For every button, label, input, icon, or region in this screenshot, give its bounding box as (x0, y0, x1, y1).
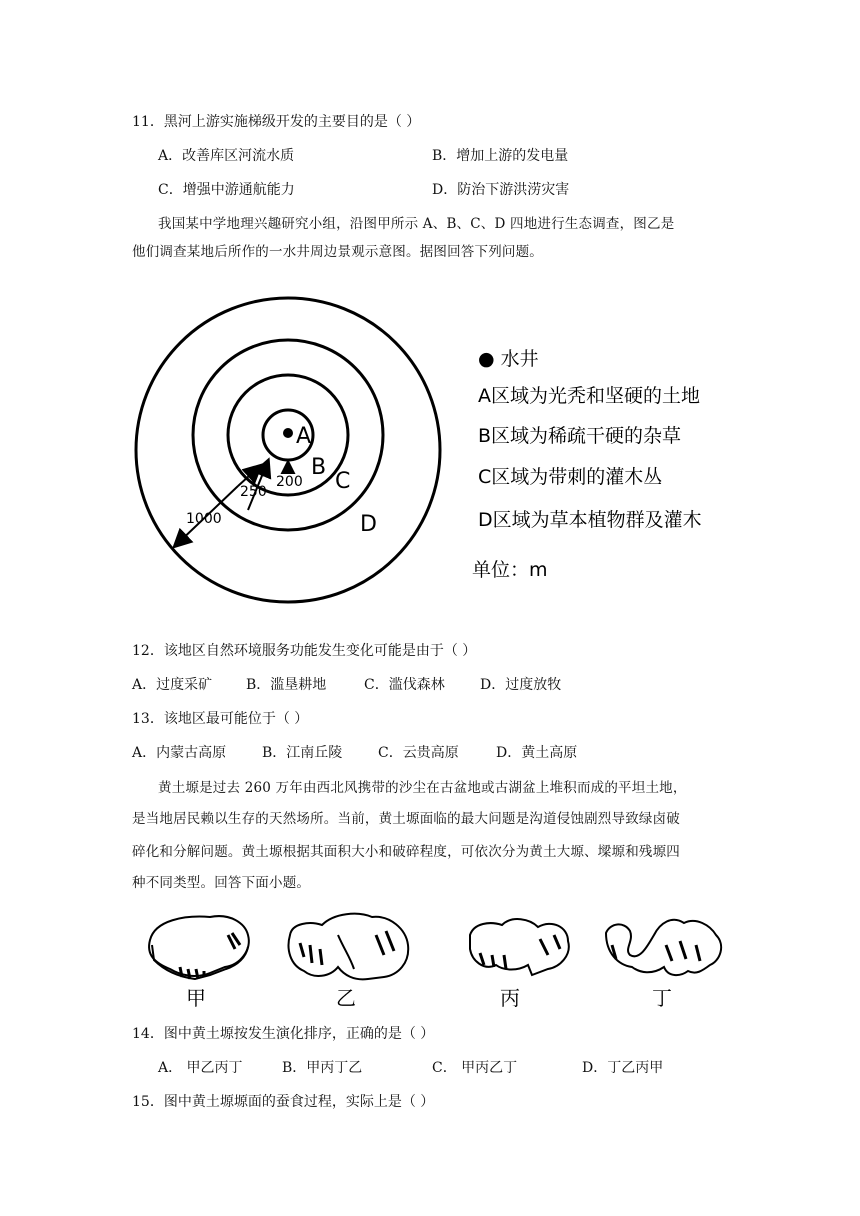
zone-label-b: B (311, 455, 327, 480)
q14-option-b: B．甲丙丁乙 (282, 1060, 363, 1076)
zone-label-d: D (360, 512, 377, 537)
legend-zone-d: D区域为草本植物群及灌木 (478, 509, 702, 531)
q11-option-a: A．改善库区河流水质 (158, 148, 295, 164)
q14-option-a: A． 甲乙丙丁 (158, 1060, 243, 1076)
intro2-line-1: 黄土塬是过去 260 万年由西北风携带的沙尘在古盆地或古湖盆上堆积而成的平坦土地， (158, 780, 687, 796)
q11-option-d: D．防治下游洪涝灾害 (432, 182, 570, 198)
distance-label-250: 250 (240, 484, 267, 500)
legend-unit: 单位：m (472, 559, 548, 581)
distance-label-1000: 1000 (186, 511, 222, 527)
distance-label-200: 200 (276, 474, 303, 490)
q13-option-a: A．内蒙古高原 (132, 745, 227, 761)
q14-stem: 14．图中黄土塬按发生演化排序，正确的是（ ） (132, 1026, 435, 1042)
q12-option-d: D．过度放牧 (480, 677, 562, 693)
q11-stem: 11．黑河上游实施梯级开发的主要目的是（ ） (132, 114, 421, 130)
q12-option-a: A．过度采矿 (132, 677, 213, 693)
figure-label-yi: 乙 (336, 986, 356, 1010)
zone-label-a: A (296, 424, 312, 449)
tableland-yi-sketch (289, 914, 409, 980)
q12-option-c: C．滥伐森林 (364, 677, 445, 693)
q14-option-c: C． 甲丙乙丁 (432, 1060, 518, 1076)
figure-label-ding: 丁 (652, 986, 672, 1010)
tableland-bing-sketch (470, 919, 569, 975)
q12-stem: 12．该地区自然环境服务功能发生变化可能是由于（ ） (132, 643, 477, 659)
figure-label-jia: 甲 (186, 986, 206, 1010)
q13-option-d: D．黄土高原 (496, 745, 578, 761)
q13-option-c: C．云贵高原 (378, 745, 459, 761)
intro1-line-1: 我国某中学地理兴趣研究小组，沿图甲所示 A、B、C、D 四地进行生态调查，图乙是 (158, 216, 675, 232)
q14-option-d: D．丁乙丙甲 (582, 1060, 664, 1076)
legend-well: ● 水井 (478, 348, 539, 370)
q11-option-b: B．增加上游的发电量 (432, 148, 569, 164)
zone-label-c: C (335, 469, 351, 494)
intro2-line-2: 是当地居民赖以生存的天然场所。当前，黄土塬面临的最大问题是沟道侵蚀剧烈导致绿卤破 (132, 811, 680, 827)
q15-stem: 15．图中黄土塬塬面的蚕食过程，实际上是（ ） (132, 1094, 435, 1110)
intro2-line-4: 种不同类型。回答下面小题。 (132, 875, 311, 891)
figure-label-bing: 丙 (500, 986, 520, 1010)
intro1-line-2: 他们调查某地后所作的一水井周边景观示意图。据图回答下列问题。 (132, 244, 543, 260)
q13-stem: 13．该地区最可能位于（ ） (132, 711, 309, 727)
intro2-line-3: 碎化和分解问题。黄土塬根据其面积大小和破碎程度，可依次分为黄土大塬、墚塬和残塬四 (132, 844, 680, 860)
tableland-jia-sketch (149, 916, 249, 979)
legend-zone-b: B区域为稀疏干硬的杂草 (478, 425, 682, 447)
legend-zone-a: A区域为光秃和坚硬的土地 (478, 385, 700, 407)
loess-tableland-figure (140, 905, 740, 1015)
legend-zone-c: C区域为带刺的灌木丛 (478, 466, 663, 488)
tableland-ding-sketch (606, 920, 721, 975)
q12-option-b: B．滥垦耕地 (246, 677, 327, 693)
well-zone-diagram (130, 278, 740, 628)
distance-arrow-1000-tail (238, 466, 260, 486)
zone-d-boundary (136, 298, 440, 602)
q13-option-b: B．江南丘陵 (262, 745, 343, 761)
water-well-dot (283, 428, 293, 438)
q11-option-c: C．增强中游通航能力 (158, 182, 295, 198)
